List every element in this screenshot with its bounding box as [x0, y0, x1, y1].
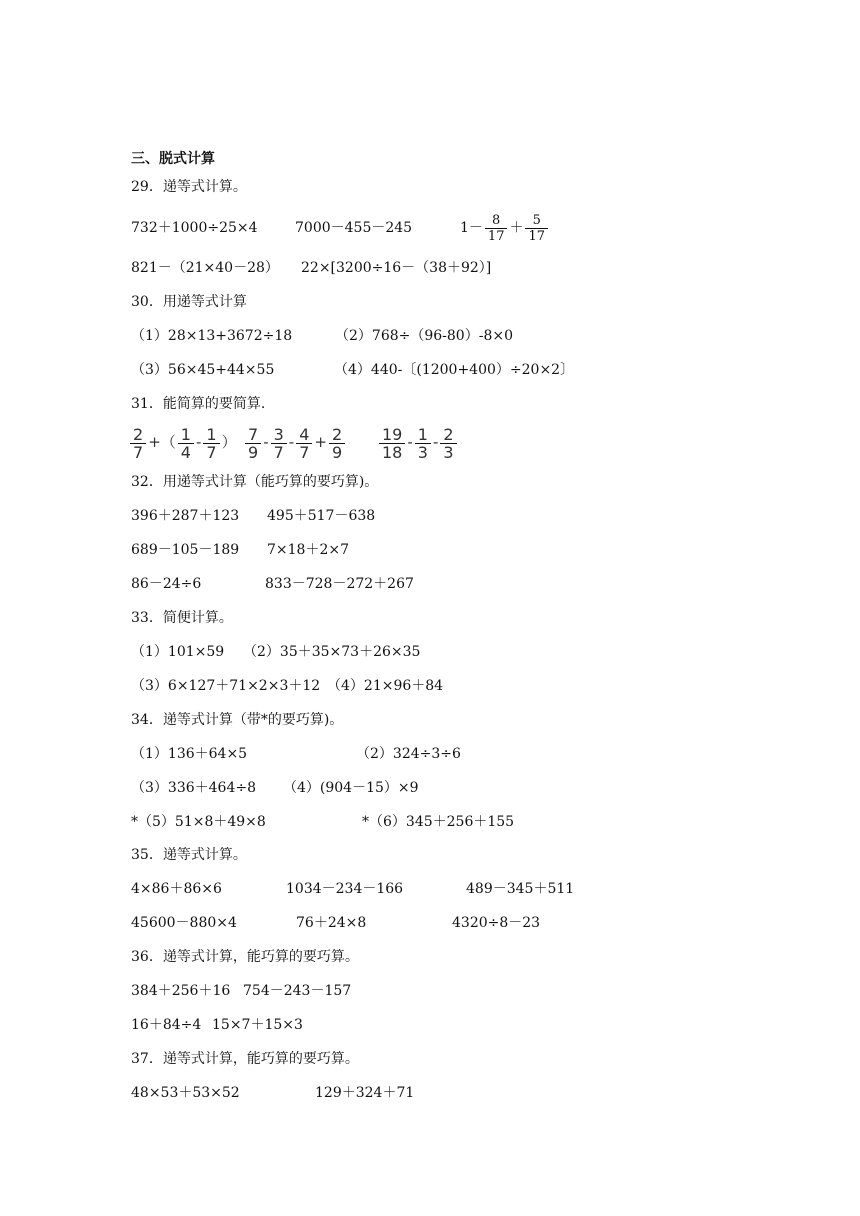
q34-item-4: （4）(904－15）×9 — [283, 780, 419, 796]
fraction: $\frac{3}{7}$ — [271, 426, 287, 461]
q35-expr-6: 4320÷8－23 — [452, 915, 541, 931]
q32-expr-4: 7×18＋2×7 — [267, 542, 349, 558]
q35-expr-3: 489－345＋511 — [466, 881, 575, 897]
q34-item-6: *（6）345＋256＋155 — [362, 814, 515, 830]
fraction: $\frac{1}{3}$ — [415, 426, 431, 461]
q36-expr-2: 754－243－157 — [243, 983, 352, 999]
fraction: $\frac{1}{7}$ — [203, 426, 219, 461]
q30-item-3: （3）56×45+44×55 — [131, 362, 275, 378]
fraction: $\frac{4}{7}$ — [296, 426, 312, 461]
q32-expr-1: 396＋287＋123 — [131, 508, 240, 524]
q33-title: 33．简便计算。 — [131, 610, 233, 626]
q34-item-1: （1）136＋64×5 — [131, 746, 248, 762]
q37-title: 37．递等式计算，能巧算的要巧算。 — [131, 1051, 359, 1067]
q37-expr-1: 48×53＋53×52 — [131, 1085, 240, 1101]
fraction: $\frac{2}{9}$ — [329, 426, 345, 461]
q29-expr-2: 7000－455－245 — [295, 220, 413, 236]
fraction: $\frac{7}{9}$ — [245, 426, 261, 461]
q30-item-1: （1）28×13+3672÷18 — [131, 328, 293, 344]
q35-title: 35．递等式计算。 — [131, 847, 247, 863]
q36-title: 36．递等式计算，能巧算的要巧算。 — [131, 949, 359, 965]
q35-expr-1: 4×86＋86×6 — [131, 881, 222, 897]
fraction: $\frac{2}{3}$ — [440, 426, 456, 461]
q32-expr-3: 689－105－189 — [131, 542, 240, 558]
q29-title: 29．递等式计算。 — [131, 179, 247, 195]
q30-item-2: （2）768÷（96-80）-8×0 — [335, 328, 513, 344]
q29-expr-5: 22×[3200÷16－（38＋92）] — [301, 260, 492, 276]
q32-expr-2: 495＋517－638 — [267, 508, 376, 524]
q35-expr-5: 76＋24×8 — [296, 915, 367, 931]
q32-title: 32．用递等式计算（能巧算的要巧算)。 — [131, 474, 379, 490]
q36-expr-4: 15×7＋15×3 — [212, 1017, 303, 1033]
q36-expr-1: 384＋256＋16 — [131, 983, 231, 999]
q33-item-2: （2）35＋35×73＋26×35 — [243, 644, 421, 660]
q34-item-2: （2）324÷3÷6 — [356, 746, 461, 762]
q29-expr-4: 821－（21×40－28） — [131, 260, 279, 276]
fraction: $\frac{1}{4}$ — [178, 426, 194, 461]
q36-expr-3: 16＋84÷4 — [131, 1017, 202, 1033]
q29-expr-1: 732＋1000÷25×4 — [131, 220, 258, 236]
section-title: 三、脱式计算 — [131, 151, 215, 167]
q35-expr-2: 1034－234－166 — [286, 881, 404, 897]
q29-expr-3: 1－ $\frac{8}{17}$ ＋ $\frac{5}{17}$ — [460, 209, 550, 247]
q30-title: 30．用递等式计算 — [131, 294, 247, 310]
q33-item-1: （1）101×59 — [131, 644, 225, 660]
q31-expr-1: $\frac{2}{7}$ +（ $\frac{1}{4}$ - $\frac{1}{7}$ ） — [128, 423, 237, 462]
q32-expr-5: 86－24÷6 — [131, 576, 202, 592]
q35-expr-4: 45600－880×4 — [131, 915, 237, 931]
q33-item-3: （3）6×127＋71×2×3＋12 — [131, 678, 321, 694]
q34-title: 34．递等式计算（带*的要巧算)。 — [131, 712, 344, 728]
q33-item-4: （4）21×96＋84 — [327, 678, 444, 694]
q31-title: 31．能简算的要简算. — [131, 396, 266, 412]
fraction: $\frac{5}{17}$ — [525, 213, 548, 244]
q34-item-5: *（5）51×8＋49×8 — [131, 814, 266, 830]
q37-expr-2: 129＋324＋71 — [315, 1085, 415, 1101]
q32-expr-6: 833－728－272＋267 — [265, 576, 414, 592]
fraction: $\frac{19}{18}$ — [379, 426, 405, 461]
fraction: $\frac{2}{7}$ — [130, 426, 146, 461]
q31-expr-2: $\frac{7}{9}$ - $\frac{3}{7}$ - $\frac{4}{7}$ + $\frac{2}{9}$ — [243, 423, 347, 462]
q34-item-3: （3）336＋464÷8 — [131, 780, 256, 796]
q30-item-4: （4）440-〔(1200+400）÷20×2〕 — [334, 362, 575, 378]
fraction: $\frac{8}{17}$ — [485, 213, 508, 244]
q31-expr-3: $\frac{19}{18}$ - $\frac{1}{3}$ - $\frac{2}{3}$ — [377, 423, 459, 462]
